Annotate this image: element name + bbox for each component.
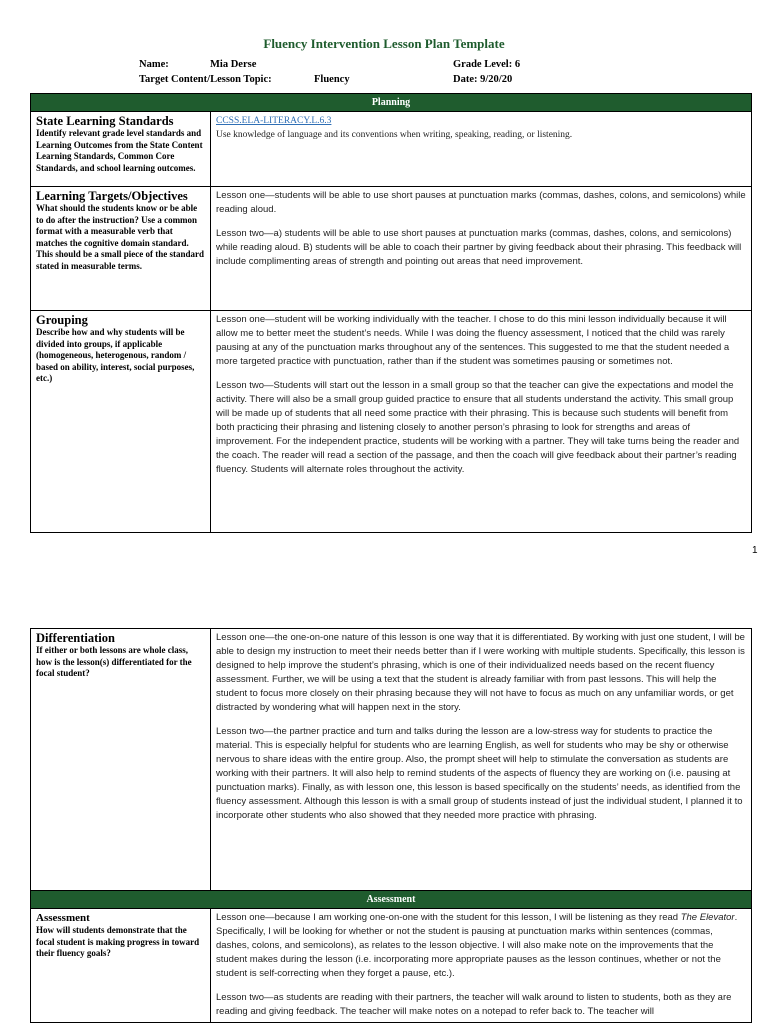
- targets-lesson-two: Lesson two—a) students will be able to use short pauses at punctuation marks (commas, dashes, colons, and semicolons) while reading aloud. B) students will be able to coach their partner by giving feedback about their phrasing. This feedback will include complimenting areas of strength and pointing out areas that need improvement.: [216, 228, 742, 267]
- targets-label-cell: [31, 187, 211, 311]
- grouping-content-cell: [211, 311, 752, 533]
- standards-content-cell: [211, 112, 752, 187]
- topic-label: Target Content/Lesson Topic:: [139, 74, 272, 85]
- assessment-lesson-one-start: Lesson one—because I am working one-on-one with the student for this lesson, I will be listening as they read: [216, 912, 681, 923]
- assessment-content-cell: [211, 909, 752, 1023]
- page-number: 1: [752, 545, 758, 556]
- grouping-label-cell: [31, 311, 211, 533]
- differentiation-assessment-table: [30, 628, 752, 1023]
- date: Date: 9/20/20: [453, 74, 513, 85]
- standards-heading: State Learning Standards: [36, 114, 174, 128]
- document-title: Fluency Intervention Lesson Plan Template: [263, 36, 505, 51]
- assessment-lesson-two: Lesson two—as students are reading with their partners, the teacher will walk around to listen to students, both as they are reading and giving feedback. The teacher will make notes on a notepad to refer back to. The teacher will: [216, 992, 732, 1017]
- differentiation-lesson-two: Lesson two—the partner practice and turn and talks during the lesson are a low-stress way for students to practice the material. This is especially helpful for students who are learning English, as well for students who may be shy or otherwise nervous to share ideas with the entire group. Also, the prompt sheet will help to stimulate the conversation as students are working with their partners. It will also help to remind students of the aspects of fluency they are working on (i.e. pausing at punctuation marks). Finally, as with lesson one, this lesson is based specifically on the students’ needs, as identified from the fluency assessment. Although this lesson is with a small group of students instead of just the individual student, I planned it to incorporate other students who also showed that they needed more practice with phrasing.: [216, 726, 743, 821]
- differentiation-row: [31, 629, 752, 891]
- assessment-label-cell: [31, 909, 211, 1023]
- standards-description: Identify relevant grade level standards and Learning Outcomes from the State Content Learning Standards, Common Core Standards, and school learning outcomes.: [36, 128, 203, 173]
- grouping-row: [31, 311, 752, 533]
- assessment-row: [31, 909, 752, 1023]
- standards-row: [31, 112, 752, 187]
- name-value: Mia Derse: [210, 59, 257, 70]
- differentiation-description: If either or both lessons are whole class, how is the lesson(s) differentiated for the focal student?: [36, 645, 192, 678]
- assessment-book-title: The Elevator: [680, 912, 735, 923]
- planning-band: [31, 94, 752, 112]
- targets-lesson-one: Lesson one—students will be able to use short pauses at punctuation marks (commas, dashes, colons, and semicolons) while reading aloud.: [216, 190, 746, 215]
- grouping-heading: Grouping: [36, 313, 88, 327]
- planning-table: [30, 93, 752, 533]
- planning-band-label: Planning: [31, 94, 752, 112]
- differentiation-lesson-one: Lesson one—the one-on-one nature of this lesson is one way that it is differentiated. By working with just one student, I will be able to design my instruction to meet their needs better than if I were working with multiple students. Specifically, this lesson is designed to help improve the student’s phrasing, which is one of their individualized needs based on the recent fluency assessment. Further, we will be using a text that the student is already familiar with from past lessons. This will help the student to focus more closely on their phrasing because they will not have to focus as much on any unfamiliar words, or get distracted by wondering what will happen next in the story.: [216, 632, 745, 713]
- targets-row: [31, 187, 752, 311]
- topic-value: Fluency: [314, 74, 350, 85]
- differentiation-label-cell: [31, 629, 211, 891]
- targets-heading: Learning Targets/Objectives: [36, 189, 188, 203]
- targets-description: What should the students know or be able to do after the instruction? Use a common format with a measurable verb that matches the cognitive domain standard. This should be a small piece of the standard stated in measurable terms.: [36, 203, 205, 271]
- differentiation-content-cell: [211, 629, 752, 891]
- assessment-band: [31, 891, 752, 909]
- targets-content-cell: [211, 187, 752, 311]
- standard-text: Use knowledge of language and its conventions when writing, speaking, reading, or listening.: [216, 130, 573, 140]
- grade-level: Grade Level: 6: [453, 59, 521, 70]
- assessment-heading: Assessment: [36, 912, 90, 924]
- differentiation-heading: Differentiation: [36, 631, 115, 645]
- grouping-lesson-one: Lesson one—student will be working individually with the teacher. I chose to do this mini lesson individually because it will allow me to better meet the student’s needs. While I was doing the fluency assessment, I noticed that the child was rarely pausing at any of the punctuation marks throughout any of the sentences. This suggested to me that the student needed a more targeted practice with punctuation, rather than if the student was sometimes pausing or sometimes not.: [216, 314, 730, 367]
- assessment-band-label: Assessment: [31, 891, 752, 909]
- grouping-lesson-two: Lesson two—Students will start out the lesson in a small group so that the teacher can give the expectations and model the activity. There will also be a small group guided practice to ensure that all students understand the activity. This small group will be made up of students that all need some practice with their phrasing. This is because such students will benefit from both practicing their phrasing and listening closely to another person’s phrasing to look for strengths and areas of improvement. For the independent practice, students will be working with a partner. They will take turns being the reader and the coach. The reader will read a section of the passage, and then the coach will give feedback about their partner’s reading fluency. Students will alternate roles throughout the activity.: [216, 380, 740, 475]
- assessment-lesson-one: [216, 911, 747, 981]
- assessment-description: How will students demonstrate that the focal student is making progress in toward their fluency goals?: [36, 925, 200, 958]
- name-label: Name:: [139, 59, 169, 70]
- standard-link[interactable]: CCSS.ELA-LITERACY.L.6.3: [216, 116, 332, 126]
- assessment-lesson-one-end: . Specifically, I will be looking for whether or not the student is pausing at punctuation marks within sentences (commas, dashes, colons, and semicolons), as relates to the lesson objective. I will also make note on the improvements that the student makes during the lesson (i.e. incorporating more appropriate pauses as the lesson continues, whether or not the student is self-correcting when they forget a pause, etc.).: [216, 912, 738, 979]
- standards-label-cell: [31, 112, 211, 187]
- grouping-description: Describe how and why students will be divided into groups, if applicable (homogeneous, heterogenous, random / based on ability, interest, social purposes, etc.): [36, 327, 195, 383]
